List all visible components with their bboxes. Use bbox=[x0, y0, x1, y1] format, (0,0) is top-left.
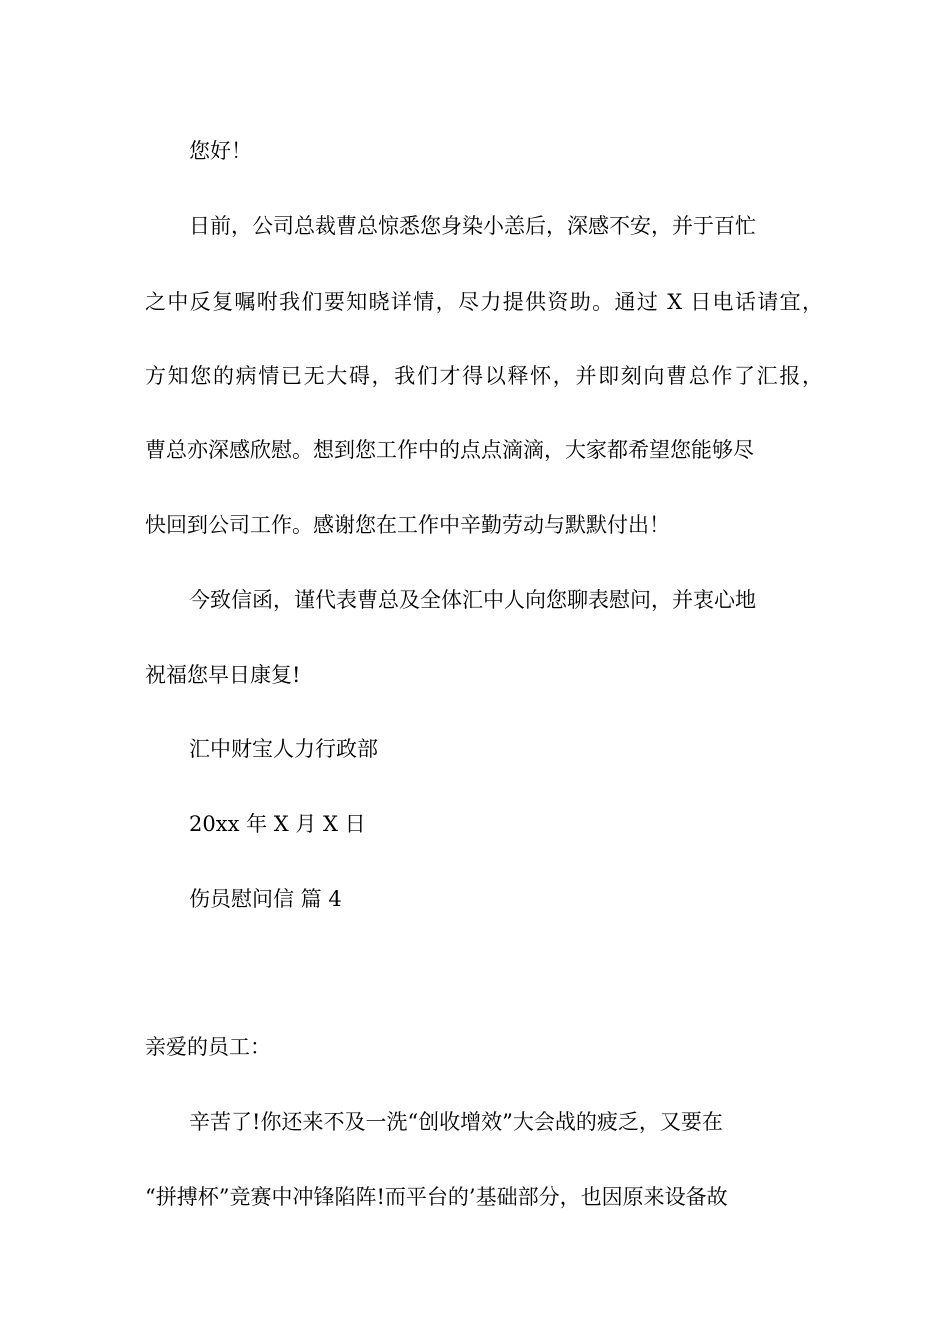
closing-line-2: 祝福您早日康复! bbox=[145, 663, 301, 687]
body-line-5: 快回到公司工作。感谢您在工作中辛勤劳动与默默付出！ bbox=[145, 513, 670, 537]
date: 20xx 年 X 月 X 日 bbox=[189, 812, 366, 836]
body-line-1: 日前，公司总裁曹总惊悉您身染小恙后，深感不安，并于百忙 bbox=[189, 214, 756, 238]
greeting: 您好！ bbox=[189, 139, 252, 163]
section-heading: 伤员慰问信 篇 4 bbox=[189, 887, 342, 911]
closing-line-1: 今致信函，谨代表曹总及全体汇中人向您聊表慰问，并衷心地 bbox=[189, 588, 756, 612]
body-line-3: 方知您的病情已无大碍，我们才得以释怀，并即刻向曹总作了汇报， bbox=[145, 364, 823, 388]
letter2-body-line-2: “拼搏杯”竞赛中冲锋陷阵!而平台的’基础部分，也因原来设备故 bbox=[145, 1185, 728, 1209]
body-line-4: 曹总亦深感欣慰。想到您工作中的点点滴滴，大家都希望您能够尽 bbox=[145, 438, 754, 462]
salutation: 亲爱的员工： bbox=[145, 1035, 271, 1059]
signature: 汇中财宝人力行政部 bbox=[189, 737, 378, 761]
letter2-body-line-1: 辛苦了!你还来不及一洗“创收增效”大会战的疲乏，又要在 bbox=[189, 1110, 723, 1134]
body-line-2: 之中反复嘱咐我们要知晓详情，尽力提供资助。通过 X 日电话请宜， bbox=[145, 290, 823, 314]
